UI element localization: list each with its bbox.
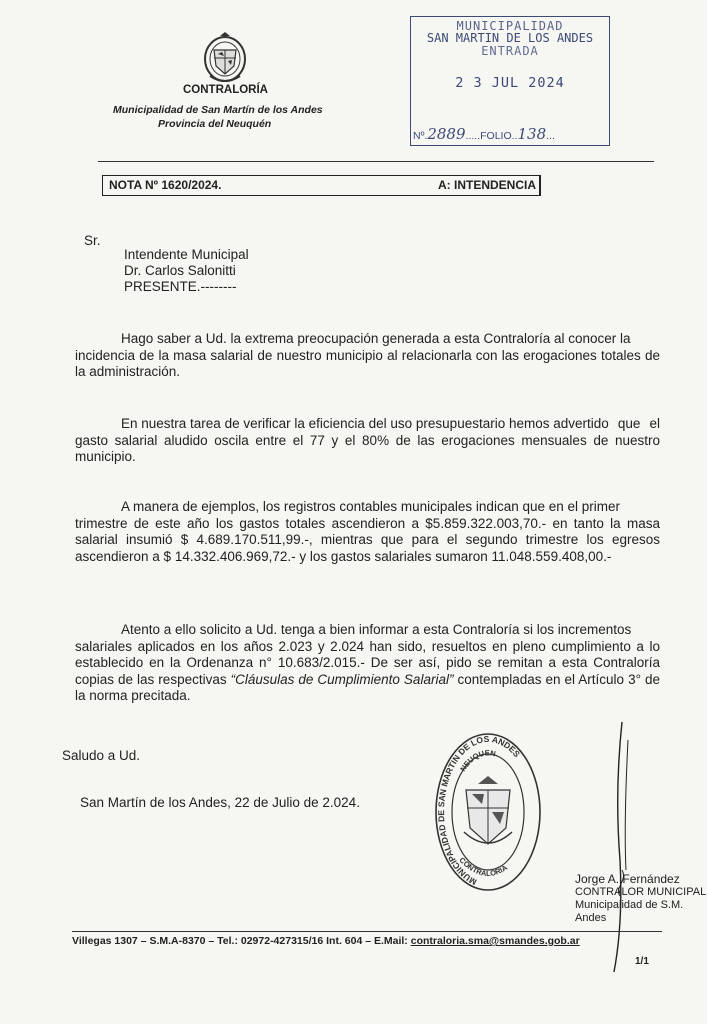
footer-divider: [72, 931, 662, 932]
seal-bottom-text: CONTRALORIA: [457, 855, 510, 879]
paragraph-4: Atento a ello solicito a Ud. tenga a bien informar a esta Contraloría si los incrementos salariales aplicados en los años 2.023 y 2.024 han sido, resueltos en pleno cumplimiento a lo establecido en la Ordenanza n° 10.683/2.015.- De ser así, pido se remitan a esta Contraloría copias de las respectivas “Cláusulas de Cumplimiento Salarial” contempladas en el Artículo 3° de la norma precitada.: [75, 622, 660, 703]
entry-stamp: [410, 16, 610, 146]
stamp-line1: MUNICIPALIDAD: [456, 19, 564, 33]
signer-name: Jorge A. Fernández: [575, 872, 680, 886]
closing-greeting: Saludo a Ud.: [62, 748, 141, 763]
stamp-nro-label: Nº.: [413, 130, 428, 142]
recipient-title: Intendente Municipal: [124, 247, 249, 262]
province-name: Provincia del Neuquén: [158, 118, 272, 130]
stamp-date: 2 3 JUL 2024: [455, 75, 565, 91]
stamp-nro-value: 2889: [427, 125, 466, 143]
municipality-name: Municipalidad de San Martín de los Andes: [113, 104, 323, 116]
stamp-line3: ENTRADA: [481, 44, 539, 58]
place-date: San Martín de los Andes, 22 de Julio de 2.024.: [80, 795, 360, 810]
municipal-crest-icon: [200, 30, 250, 86]
header-divider: [98, 161, 654, 162]
municipal-seal: [434, 732, 542, 898]
nota-header-box: [102, 175, 541, 196]
org-name: CONTRALORÍA: [183, 84, 268, 96]
nota-number: NOTA Nº 1620/2024.: [109, 178, 222, 192]
handwritten-signature: [608, 720, 634, 975]
footer-contact: [72, 935, 580, 947]
seal-top-text: NEUQUEN: [458, 748, 497, 773]
footer-email[interactable]: contraloria.sma@smandes.gob.ar: [410, 935, 580, 947]
recipient-name: Dr. Carlos Salonitti: [124, 263, 236, 278]
stamp-line2: SAN MARTIN DE LOS ANDES: [426, 31, 594, 45]
seal-ring-text: MUNICIPALIDAD DE SAN MARTIN DE LOS ANDES: [436, 733, 523, 888]
paragraph-1: Hago saber a Ud. la extrema preocupación generada a esta Contraloría al conocer la incidencia de la masa salarial de nuestro municipio al relacionarla con las erogaciones totales de la administración.: [75, 331, 660, 379]
signer-block: [575, 873, 707, 925]
stamp-number-row: Nº.2889.....FOLIO..138...: [413, 125, 555, 143]
stamp-folio-value: 138: [517, 125, 547, 143]
stamp-folio-label: FOLIO: [480, 130, 512, 142]
signer-title: CONTRALOR MUNICIPAL: [575, 886, 707, 898]
salutation: Sr.: [84, 233, 101, 248]
page-number: 1/1: [635, 956, 649, 967]
nota-recipient: A: INTENDENCIA: [438, 178, 536, 192]
footer-address: Villegas 1307 – S.M.A-8370 – Tel.: 02972-427315/16 Int. 604 – E.Mail:: [72, 935, 411, 947]
paragraph-3: A manera de ejemplos, los registros contables municipales indican que en el primer trimestre de este año los gastos totales ascendieron a $5.859.322.003,70.- en tanto la masa salarial insumió $ 4.689.170.511,99.-, mientras que para el segundo trimestre los egresos ascendieron a $ 14.332.406.969,72.- y los gastos salariales sumaron 11.048.559.408,00.-: [75, 499, 660, 564]
signer-entity: Municipalidad de S.M. Andes: [575, 899, 684, 924]
recipient-presente: PRESENTE.--------: [124, 279, 237, 294]
paragraph-2: En nuestra tarea de verificar la eficiencia del uso presupuestario hemos advertido que el gasto salarial aludido oscila entre el 77 y el 80% de las erogaciones mensuales de nuestro municipio.: [75, 416, 660, 464]
